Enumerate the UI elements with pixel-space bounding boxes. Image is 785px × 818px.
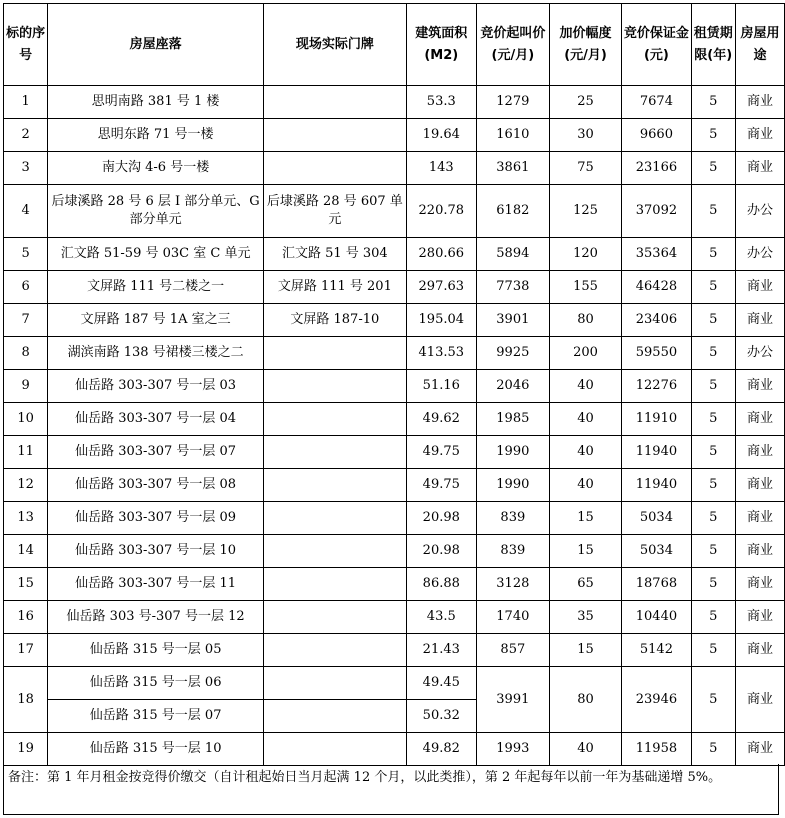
seq-cell: 1 (4, 86, 48, 119)
term-cell: 5 (691, 238, 735, 271)
header-area: 建筑面积(M2) (406, 4, 476, 86)
location-cell: 仙岳路 315 号一层 06 (48, 667, 264, 700)
start-price-cell: 1990 (476, 469, 549, 502)
usage-cell: 商业 (735, 601, 784, 634)
table-row (4, 119, 785, 152)
area-cell: 413.53 (406, 337, 476, 370)
location-cell: 仙岳路 303-307 号一层 10 (48, 535, 264, 568)
increment-cell: 65 (549, 568, 622, 601)
deposit-cell: 18768 (622, 568, 691, 601)
area-cell: 20.98 (406, 502, 476, 535)
increment-cell: 35 (549, 601, 622, 634)
table-row (4, 86, 785, 119)
start-price-cell: 2046 (476, 370, 549, 403)
start-price-cell: 6182 (476, 185, 549, 238)
increment-cell: 30 (549, 119, 622, 152)
start-price-cell: 9925 (476, 337, 549, 370)
term-cell: 5 (691, 634, 735, 667)
seq-cell: 6 (4, 271, 48, 304)
table-row (4, 601, 785, 634)
seq-cell: 9 (4, 370, 48, 403)
location-cell: 文屏路 111 号二楼之一 (48, 271, 264, 304)
location-cell: 思明南路 381 号 1 楼 (48, 86, 264, 119)
deposit-cell: 11910 (622, 403, 691, 436)
location-cell: 仙岳路 303-307 号一层 08 (48, 469, 264, 502)
deposit-cell: 5034 (622, 502, 691, 535)
term-cell: 5 (691, 370, 735, 403)
usage-cell: 商业 (735, 403, 784, 436)
deposit-cell: 59550 (622, 337, 691, 370)
deposit-cell: 35364 (622, 238, 691, 271)
start-price-cell: 1993 (476, 733, 549, 766)
increment-cell: 40 (549, 733, 622, 766)
table-row (4, 733, 785, 766)
term-cell: 5 (691, 436, 735, 469)
term-cell: 5 (691, 119, 735, 152)
start-price-cell: 839 (476, 502, 549, 535)
start-price-cell: 1610 (476, 119, 549, 152)
deposit-cell: 12276 (622, 370, 691, 403)
start-price-cell: 5894 (476, 238, 549, 271)
seq-cell: 14 (4, 535, 48, 568)
table-row (4, 238, 785, 271)
term-cell: 5 (691, 568, 735, 601)
usage-cell: 商业 (735, 86, 784, 119)
area-cell: 49.62 (406, 403, 476, 436)
location-cell: 汇文路 51-59 号 03C 室 C 单元 (48, 238, 264, 271)
increment-cell: 155 (549, 271, 622, 304)
deposit-cell: 11940 (622, 469, 691, 502)
start-price-cell: 1279 (476, 86, 549, 119)
deposit-cell: 46428 (622, 271, 691, 304)
location-cell: 仙岳路 303-307 号一层 04 (48, 403, 264, 436)
location-cell: 思明东路 71 号一楼 (48, 119, 264, 152)
start-price-cell: 3861 (476, 152, 549, 185)
area-cell: 49.75 (406, 469, 476, 502)
door-cell (264, 601, 407, 634)
table-row (4, 634, 785, 667)
increment-cell: 120 (549, 238, 622, 271)
deposit-cell: 9660 (622, 119, 691, 152)
increment-cell: 15 (549, 535, 622, 568)
usage-cell: 商业 (735, 733, 784, 766)
door-cell: 后埭溪路 28 号 607 单元 (264, 185, 407, 238)
term-cell: 5 (691, 152, 735, 185)
location-cell: 仙岳路 303-307 号一层 03 (48, 370, 264, 403)
seq-cell: 11 (4, 436, 48, 469)
usage-cell: 商业 (735, 634, 784, 667)
start-price-cell: 839 (476, 535, 549, 568)
table-row (4, 469, 785, 502)
seq-cell: 7 (4, 304, 48, 337)
door-cell (264, 337, 407, 370)
usage-cell: 商业 (735, 370, 784, 403)
header-start-price: 竞价起叫价(元/月) (476, 4, 549, 86)
usage-cell: 商业 (735, 271, 784, 304)
door-cell: 文屏路 111 号 201 (264, 271, 407, 304)
usage-cell: 商业 (735, 469, 784, 502)
door-cell (264, 502, 407, 535)
increment-cell: 25 (549, 86, 622, 119)
term-cell: 5 (691, 271, 735, 304)
area-cell: 20.98 (406, 535, 476, 568)
location-cell: 文屏路 187 号 1A 室之三 (48, 304, 264, 337)
door-cell (264, 436, 407, 469)
term-cell: 5 (691, 304, 735, 337)
door-cell (264, 700, 407, 733)
seq-cell: 15 (4, 568, 48, 601)
table-row (4, 403, 785, 436)
location-cell: 后埭溪路 28 号 6 层 I 部分单元、G 部分单元 (48, 185, 264, 238)
area-cell: 43.5 (406, 601, 476, 634)
term-cell: 5 (691, 733, 735, 766)
increment-cell: 200 (549, 337, 622, 370)
auction-table (3, 3, 785, 766)
door-cell (264, 535, 407, 568)
start-price-cell: 857 (476, 634, 549, 667)
table-row (4, 152, 785, 185)
seq-cell: 2 (4, 119, 48, 152)
start-price-cell: 3991 (476, 667, 549, 733)
header-location: 房屋座落 (48, 4, 264, 86)
location-cell: 湖滨南路 138 号裙楼三楼之二 (48, 337, 264, 370)
location-cell: 仙岳路 315 号一层 07 (48, 700, 264, 733)
table-row (4, 535, 785, 568)
term-cell: 5 (691, 469, 735, 502)
term-cell: 5 (691, 86, 735, 119)
table-row (4, 436, 785, 469)
area-cell: 53.3 (406, 86, 476, 119)
start-price-cell: 7738 (476, 271, 549, 304)
door-cell (264, 568, 407, 601)
start-price-cell: 3901 (476, 304, 549, 337)
location-cell: 仙岳路 315 号一层 10 (48, 733, 264, 766)
increment-cell: 40 (549, 436, 622, 469)
term-cell: 5 (691, 403, 735, 436)
usage-cell: 商业 (735, 535, 784, 568)
area-cell: 280.66 (406, 238, 476, 271)
deposit-cell: 23406 (622, 304, 691, 337)
location-cell: 南大沟 4-6 号一楼 (48, 152, 264, 185)
seq-cell: 8 (4, 337, 48, 370)
start-price-cell: 1990 (476, 436, 549, 469)
term-cell: 5 (691, 601, 735, 634)
increment-cell: 40 (549, 469, 622, 502)
door-cell (264, 152, 407, 185)
header-row (4, 4, 785, 86)
area-cell: 19.64 (406, 119, 476, 152)
area-cell: 50.32 (406, 700, 476, 733)
seq-cell: 18 (4, 667, 48, 733)
seq-cell: 16 (4, 601, 48, 634)
header-seq: 标的序号 (4, 4, 48, 86)
increment-cell: 125 (549, 185, 622, 238)
usage-cell: 商业 (735, 152, 784, 185)
header-deposit: 竞价保证金(元) (622, 4, 691, 86)
increment-cell: 75 (549, 152, 622, 185)
increment-cell: 80 (549, 304, 622, 337)
deposit-cell: 37092 (622, 185, 691, 238)
seq-cell: 17 (4, 634, 48, 667)
usage-cell: 商业 (735, 436, 784, 469)
start-price-cell: 1740 (476, 601, 549, 634)
location-cell: 仙岳路 303-307 号一层 09 (48, 502, 264, 535)
term-cell: 5 (691, 337, 735, 370)
table-row (4, 568, 785, 601)
seq-cell: 12 (4, 469, 48, 502)
deposit-cell: 11940 (622, 436, 691, 469)
increment-cell: 40 (549, 403, 622, 436)
table-row (4, 370, 785, 403)
door-cell (264, 370, 407, 403)
term-cell: 5 (691, 185, 735, 238)
seq-cell: 13 (4, 502, 48, 535)
table-row (4, 337, 785, 370)
deposit-cell: 7674 (622, 86, 691, 119)
door-cell (264, 119, 407, 152)
door-cell (264, 733, 407, 766)
start-price-cell: 1985 (476, 403, 549, 436)
door-cell (264, 667, 407, 700)
increment-cell: 80 (549, 667, 622, 733)
table-row (4, 304, 785, 337)
area-cell: 49.75 (406, 436, 476, 469)
deposit-cell: 10440 (622, 601, 691, 634)
seq-cell: 19 (4, 733, 48, 766)
footnote: 备注：第 1 年月租金按竞得价缴交（自计租起始日当月起满 12 个月，以此类推），第 2 年起每年以前一年为基础递增 5%。 (3, 764, 779, 815)
usage-cell: 商业 (735, 502, 784, 535)
area-cell: 297.63 (406, 271, 476, 304)
door-cell: 汇文路 51 号 304 (264, 238, 407, 271)
seq-cell: 10 (4, 403, 48, 436)
seq-cell: 4 (4, 185, 48, 238)
usage-cell: 商业 (735, 568, 784, 601)
area-cell: 21.43 (406, 634, 476, 667)
area-cell: 220.78 (406, 185, 476, 238)
usage-cell: 办公 (735, 185, 784, 238)
term-cell: 5 (691, 667, 735, 733)
area-cell: 195.04 (406, 304, 476, 337)
usage-cell: 商业 (735, 304, 784, 337)
deposit-cell: 5034 (622, 535, 691, 568)
header-door: 现场实际门牌 (264, 4, 407, 86)
term-cell: 5 (691, 535, 735, 568)
deposit-cell: 23166 (622, 152, 691, 185)
door-cell (264, 634, 407, 667)
door-cell (264, 86, 407, 119)
location-cell: 仙岳路 303-307 号一层 11 (48, 568, 264, 601)
location-cell: 仙岳路 315 号一层 05 (48, 634, 264, 667)
table-row (4, 667, 785, 700)
seq-cell: 3 (4, 152, 48, 185)
increment-cell: 15 (549, 634, 622, 667)
area-cell: 86.88 (406, 568, 476, 601)
usage-cell: 办公 (735, 238, 784, 271)
usage-cell: 商业 (735, 667, 784, 733)
increment-cell: 15 (549, 502, 622, 535)
usage-cell: 办公 (735, 337, 784, 370)
table-row (4, 271, 785, 304)
door-cell (264, 469, 407, 502)
area-cell: 143 (406, 152, 476, 185)
door-cell (264, 403, 407, 436)
deposit-cell: 5142 (622, 634, 691, 667)
increment-cell: 40 (549, 370, 622, 403)
deposit-cell: 23946 (622, 667, 691, 733)
table-row (4, 185, 785, 238)
start-price-cell: 3128 (476, 568, 549, 601)
seq-cell: 5 (4, 238, 48, 271)
door-cell: 文屏路 187-10 (264, 304, 407, 337)
header-increment: 加价幅度(元/月) (549, 4, 622, 86)
term-cell: 5 (691, 502, 735, 535)
table-row (4, 502, 785, 535)
area-cell: 49.82 (406, 733, 476, 766)
usage-cell: 商业 (735, 119, 784, 152)
area-cell: 51.16 (406, 370, 476, 403)
header-usage: 房屋用途 (735, 4, 784, 86)
area-cell: 49.45 (406, 667, 476, 700)
deposit-cell: 11958 (622, 733, 691, 766)
location-cell: 仙岳路 303 号-307 号一层 12 (48, 601, 264, 634)
location-cell: 仙岳路 303-307 号一层 07 (48, 436, 264, 469)
header-term: 租赁期限(年) (691, 4, 735, 86)
